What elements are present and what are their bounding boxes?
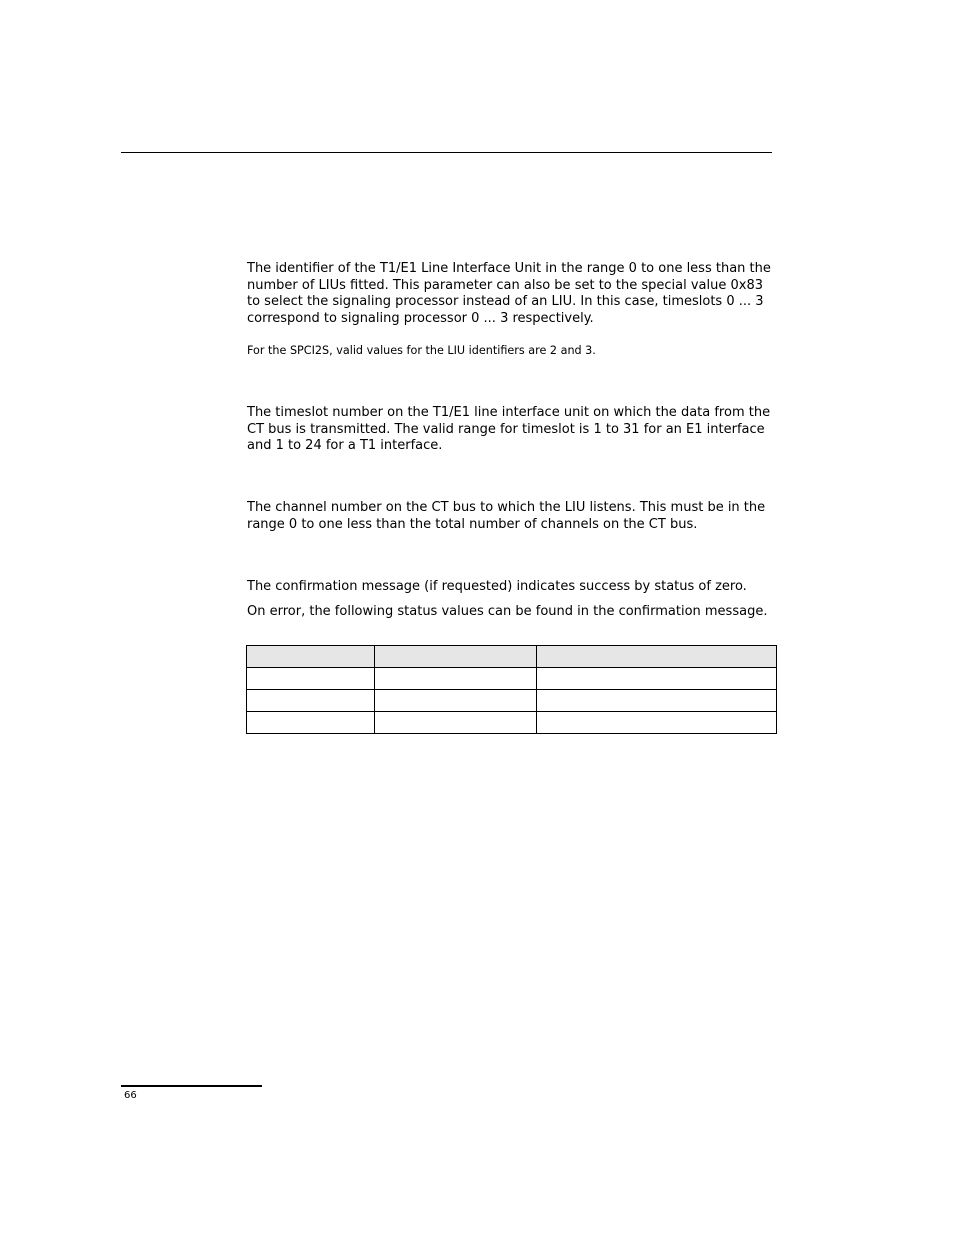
table-cell (536, 690, 776, 712)
footer-rule (121, 1085, 262, 1087)
table-header-cell (375, 646, 536, 668)
liu-id-description: The identifier of the T1/E1 Line Interface Unit in the range 0 to one less than the number of LIUs fitted. This parameter can also be set to the special value 0x83 to select the signaling processor instead of an LIU. In this case, timeslots 0 ... 3 correspond to signaling processor 0 ... 3 respectively. (247, 261, 771, 326)
channel-description: The channel number on the CT bus to which the LIU listens. This must be in the range 0 to one less than the total number of channels on the CT bus. (247, 500, 766, 532)
table-header-cell (536, 646, 776, 668)
table-cell (247, 712, 375, 734)
table-cell (375, 712, 536, 734)
timeslot-description: The timeslot number on the T1/E1 line interface unit on which the data from the CT bus is transmitted. The valid range for timeslot is 1 to 31 for an E1 interface and 1 to 24 for a T1 interface. (247, 405, 771, 453)
table-row (247, 690, 777, 712)
status-values-table (246, 645, 777, 734)
table-cell (247, 690, 375, 712)
table-cell (375, 690, 536, 712)
table-cell (536, 712, 776, 734)
table-header-cell (247, 646, 375, 668)
table-row (247, 712, 777, 734)
confirmation-description: The confirmation message (if requested) indicates success by status of zero. (247, 579, 747, 594)
table-cell (375, 668, 536, 690)
page-number: 66 (124, 1090, 137, 1101)
header-rule (121, 152, 772, 153)
error-status-intro: On error, the following status values can be found in the confirmation message. (247, 604, 768, 619)
spci2s-note: For the SPCI2S, valid values for the LIU identifiers are 2 and 3. (247, 344, 596, 357)
table-cell (247, 668, 375, 690)
table-row (247, 668, 777, 690)
table-header-row (247, 646, 777, 668)
table-cell (536, 668, 776, 690)
